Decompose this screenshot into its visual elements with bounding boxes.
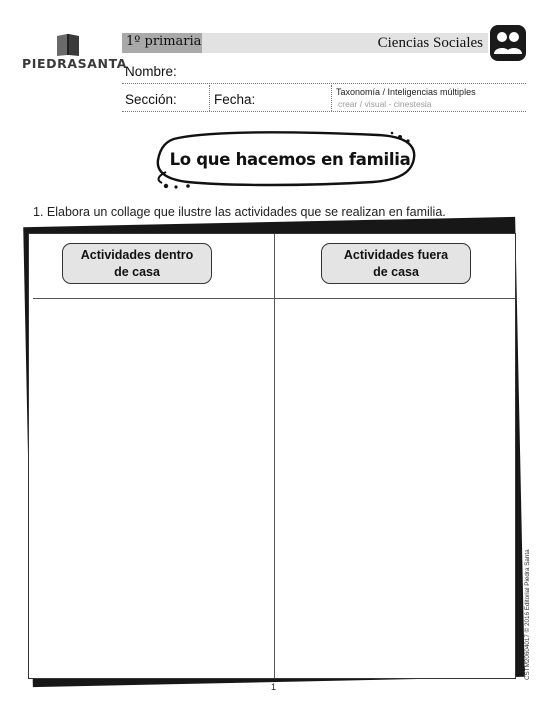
people-icon <box>490 25 526 61</box>
collage-frame <box>28 233 516 679</box>
section-line <box>122 111 526 112</box>
name-line <box>122 83 526 84</box>
subject-label: Ciencias Sociales <box>377 35 483 51</box>
copyright-credit: CSTM20604017 © 2016 Editorial Piedra Santa <box>524 549 531 680</box>
name-label: Nombre: <box>125 64 177 79</box>
brand-logo-text: PIEDRASANTA <box>22 56 127 71</box>
column-header-line: de casa <box>114 265 160 279</box>
page-number: 1 <box>271 682 277 692</box>
taxonomy-label: Taxonomía / Inteligencias múltiples <box>336 87 476 97</box>
form-divider <box>209 85 210 111</box>
section-label: Sección: <box>125 92 177 107</box>
column-header-line: Actividades fuera <box>343 248 449 262</box>
column-header-line: Actividades dentro <box>80 248 194 262</box>
activity-title: Lo que hacemos en familia <box>169 150 411 169</box>
column-divider <box>274 234 275 678</box>
column-header-inside <box>62 243 212 284</box>
taxonomy-detail: crear / visual - cinestesia <box>338 99 432 109</box>
date-label: Fecha: <box>214 92 256 107</box>
form-divider <box>331 85 332 111</box>
column-header-line: de casa <box>373 265 419 279</box>
header-divider <box>33 298 515 299</box>
grade-label: 1º primaria <box>126 34 202 49</box>
column-header-outside <box>321 243 471 284</box>
instruction-text: 1. Elabora un collage que ilustre las actividades que se realizan en familia. <box>33 205 446 219</box>
book-logo-icon <box>55 33 81 57</box>
